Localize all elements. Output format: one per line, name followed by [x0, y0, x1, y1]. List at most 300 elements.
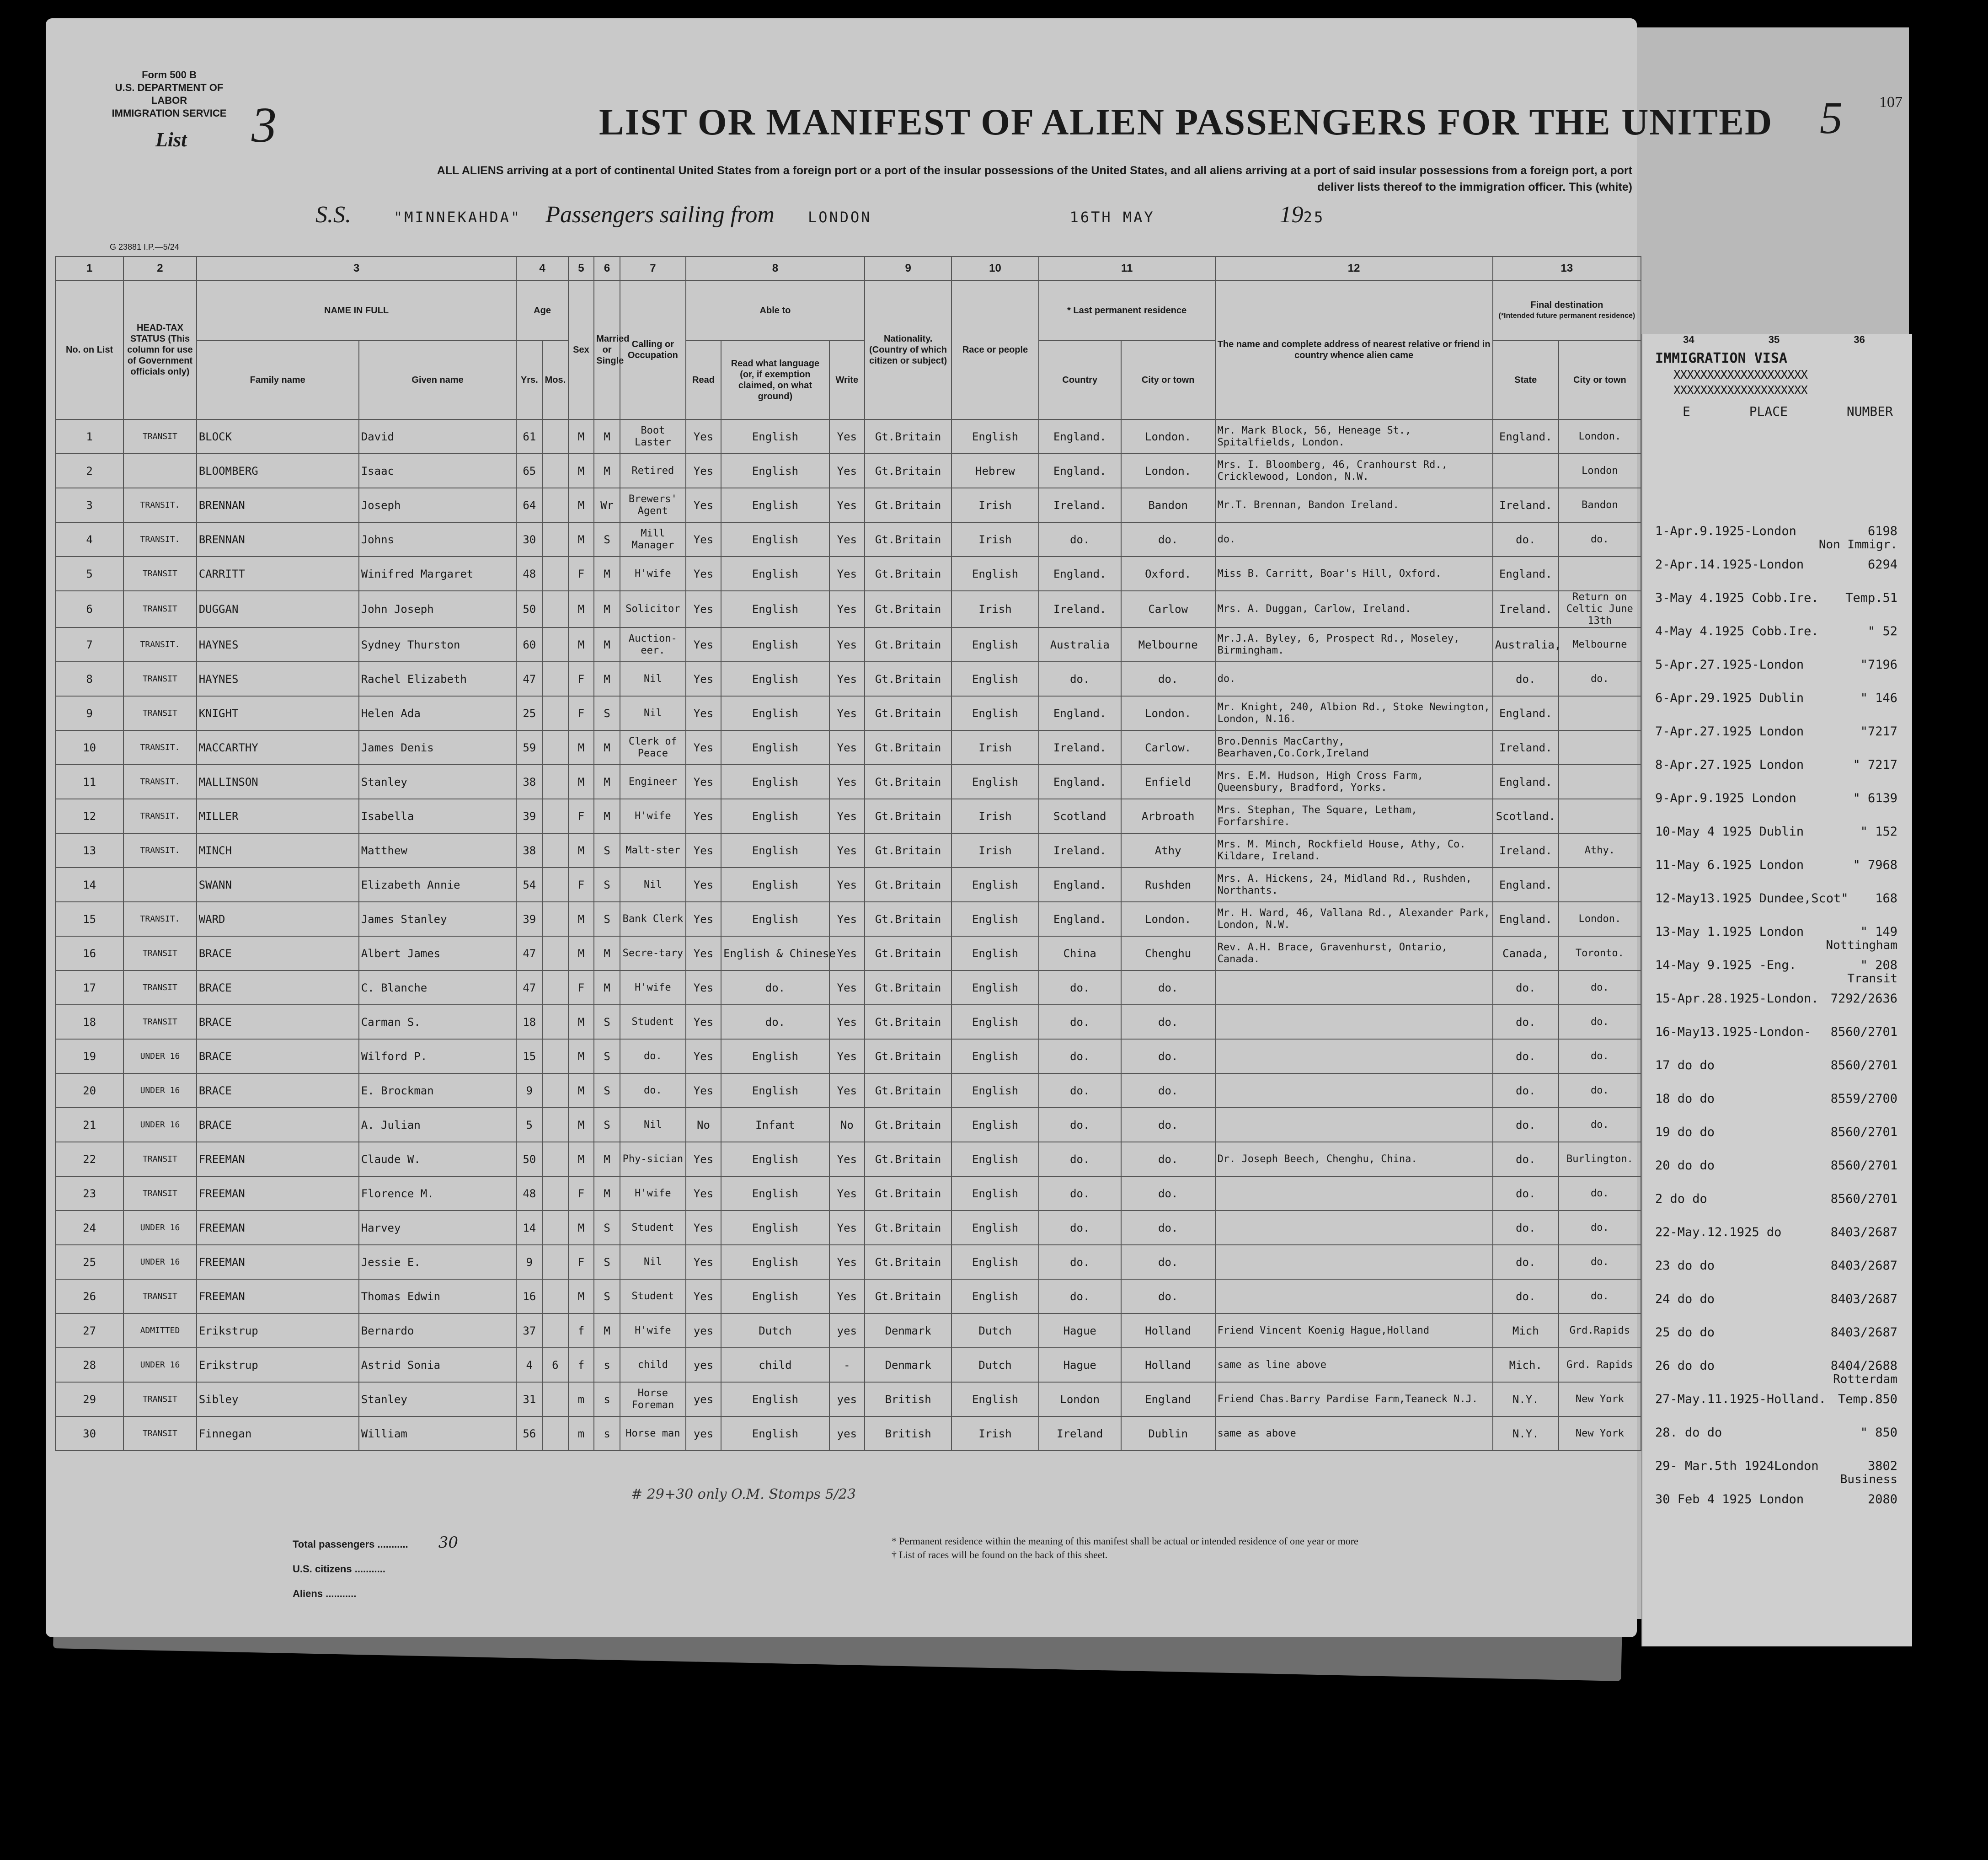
- nearest-relative: same as line above: [1215, 1348, 1493, 1382]
- age-months: [542, 1313, 568, 1348]
- sex: M: [568, 419, 594, 454]
- given-name: Wilford P.: [359, 1039, 517, 1073]
- destination-state: do.: [1493, 1108, 1559, 1142]
- sex: M: [568, 1108, 594, 1142]
- marital-status: s: [594, 1348, 620, 1382]
- family-name: BRENNAN: [197, 522, 359, 557]
- residence-country: London: [1039, 1382, 1121, 1416]
- read-language: English: [721, 591, 829, 627]
- nearest-relative: Mr. Knight, 240, Albion Rd., Stoke Newington, London, N.16.: [1215, 696, 1493, 730]
- passenger-number: 6: [55, 591, 123, 627]
- head-tax-status: TRANSIT.: [123, 522, 197, 557]
- residence-country: Hague: [1039, 1313, 1121, 1348]
- marital-status: S: [594, 1279, 620, 1313]
- sex: F: [568, 696, 594, 730]
- head-tax-status: [123, 868, 197, 902]
- can-write: Yes: [829, 557, 865, 591]
- age-months: [542, 765, 568, 799]
- header-mos: Mos.: [542, 341, 568, 419]
- header-family-name: Family name: [197, 341, 359, 419]
- occupation: H'wife: [620, 1176, 686, 1211]
- age-years: 47: [516, 936, 542, 970]
- visa-date-place: 30 Feb 4 1925 London: [1655, 1492, 1804, 1506]
- read-language: English: [721, 557, 829, 591]
- head-tax-status: [123, 454, 197, 488]
- head-tax-status: UNDER 16: [123, 1108, 197, 1142]
- nearest-relative: Mrs. A. Duggan, Carlow, Ireland.: [1215, 591, 1493, 627]
- visa-number: " 6139: [1853, 791, 1897, 805]
- given-name: Matthew: [359, 833, 517, 868]
- passenger-number: 19: [55, 1039, 123, 1073]
- race: Dutch: [951, 1313, 1038, 1348]
- nearest-relative: Mr.J.A. Byley, 6, Prospect Rd., Moseley, Birmingham.: [1215, 627, 1493, 662]
- occupation: Auction-eer.: [620, 627, 686, 662]
- marital-status: M: [594, 799, 620, 833]
- header-city: City or town: [1121, 341, 1215, 419]
- age-years: 15: [516, 1039, 542, 1073]
- can-write: Yes: [829, 868, 865, 902]
- nearest-relative: Mrs. Stephan, The Square, Letham, Forfarshire.: [1215, 799, 1493, 833]
- can-read: Yes: [686, 730, 721, 765]
- passenger-row: [55, 833, 1641, 868]
- can-read: Yes: [686, 1142, 721, 1176]
- total-aliens-label: Aliens ...........: [293, 1588, 357, 1599]
- destination-city: do.: [1559, 1073, 1641, 1108]
- can-read: Yes: [686, 1039, 721, 1073]
- visa-date-place: 28. do do: [1655, 1426, 1722, 1440]
- residence-city: Dublin: [1121, 1416, 1215, 1451]
- residence-country: England.: [1039, 696, 1121, 730]
- marital-status: S: [594, 1245, 620, 1279]
- sex: f: [568, 1313, 594, 1348]
- can-write: Yes: [829, 1073, 865, 1108]
- race: English: [951, 970, 1038, 1005]
- destination-state: Mich: [1493, 1313, 1559, 1348]
- read-language: English: [721, 799, 829, 833]
- destination-state: England.: [1493, 696, 1559, 730]
- family-name: Erikstrup: [197, 1313, 359, 1348]
- nearest-relative: Mrs. I. Bloomberg, 46, Cranhourst Rd., Cricklewood, London, N.W.: [1215, 454, 1493, 488]
- can-read: Yes: [686, 1211, 721, 1245]
- nationality: Gt.Britain: [865, 419, 951, 454]
- race: English: [951, 1142, 1038, 1176]
- visa-col-35: 35: [1768, 334, 1780, 345]
- given-name: Jessie E.: [359, 1245, 517, 1279]
- residence-country: Scotland: [1039, 799, 1121, 833]
- read-language: English & Chinese: [721, 936, 829, 970]
- nearest-relative: Mrs. E.M. Hudson, High Cross Farm, Queensbury, Bradford, Yorks.: [1215, 765, 1493, 799]
- head-tax-status: TRANSIT.: [123, 627, 197, 662]
- passenger-row: [55, 1108, 1641, 1142]
- form-identifier: [110, 69, 229, 120]
- age-months: [542, 730, 568, 765]
- passenger-number: 21: [55, 1108, 123, 1142]
- col-number: 10: [951, 257, 1038, 280]
- can-write: Yes: [829, 765, 865, 799]
- age-months: [542, 936, 568, 970]
- occupation: Malt-ster: [620, 833, 686, 868]
- head-tax-status: TRANSIT: [123, 936, 197, 970]
- head-tax-status: TRANSIT: [123, 1416, 197, 1451]
- age-months: [542, 1005, 568, 1039]
- age-years: 4: [516, 1348, 542, 1382]
- visa-col-34: 34: [1683, 334, 1694, 345]
- sex: M: [568, 488, 594, 522]
- sex: M: [568, 833, 594, 868]
- header-age: Age: [516, 280, 568, 341]
- visa-note: Nottingham: [1826, 938, 1897, 952]
- nationality: Gt.Britain: [865, 799, 951, 833]
- nearest-relative: Mrs. M. Minch, Rockfield House, Athy, Co. Kildare, Ireland.: [1215, 833, 1493, 868]
- visa-number: " 7217: [1853, 758, 1897, 772]
- visa-date-place: 2-Apr.14.1925-London: [1655, 557, 1804, 572]
- read-language: English: [721, 1176, 829, 1211]
- marital-status: S: [594, 868, 620, 902]
- marital-status: S: [594, 1211, 620, 1245]
- marital-status: M: [594, 970, 620, 1005]
- visa-number: 168: [1875, 891, 1897, 906]
- race: Dutch: [951, 1348, 1038, 1382]
- family-name: FREEMAN: [197, 1176, 359, 1211]
- ss-label: S.S.: [315, 202, 351, 228]
- head-tax-status: UNDER 16: [123, 1039, 197, 1073]
- residence-country: do.: [1039, 662, 1121, 696]
- visa-typed-x-marks: XXXXXXXXXXXXXXXXXXXX: [1673, 368, 1808, 382]
- age-years: 16: [516, 1279, 542, 1313]
- race: English: [951, 765, 1038, 799]
- sex: M: [568, 1211, 594, 1245]
- can-read: Yes: [686, 662, 721, 696]
- race: English: [951, 557, 1038, 591]
- head-tax-status: UNDER 16: [123, 1245, 197, 1279]
- occupation: Mill Manager: [620, 522, 686, 557]
- nearest-relative: [1215, 1211, 1493, 1245]
- family-name: BRACE: [197, 936, 359, 970]
- residence-city: do.: [1121, 1211, 1215, 1245]
- race: Irish: [951, 1416, 1038, 1451]
- passenger-number: 14: [55, 868, 123, 902]
- manifest-table: [55, 256, 1641, 1451]
- nearest-relative: Miss B. Carritt, Boar's Hill, Oxford.: [1215, 557, 1493, 591]
- passenger-row: [55, 419, 1641, 454]
- family-name: Erikstrup: [197, 1348, 359, 1382]
- nearest-relative: [1215, 1176, 1493, 1211]
- passenger-number: 28: [55, 1348, 123, 1382]
- occupation: do.: [620, 1039, 686, 1073]
- head-tax-status: TRANSIT: [123, 1279, 197, 1313]
- can-read: No: [686, 1108, 721, 1142]
- family-name: HAYNES: [197, 662, 359, 696]
- can-write: Yes: [829, 1039, 865, 1073]
- race: Hebrew: [951, 454, 1038, 488]
- can-write: Yes: [829, 488, 865, 522]
- residence-country: do.: [1039, 522, 1121, 557]
- age-years: 30: [516, 522, 542, 557]
- occupation: Bank Clerk: [620, 902, 686, 936]
- sex: M: [568, 902, 594, 936]
- residence-country: Ireland: [1039, 1416, 1121, 1451]
- read-language: English: [721, 1382, 829, 1416]
- destination-state: do.: [1493, 662, 1559, 696]
- passenger-row: [55, 1279, 1641, 1313]
- family-name: HAYNES: [197, 627, 359, 662]
- head-tax-status: TRANSIT: [123, 1005, 197, 1039]
- head-tax-status: TRANSIT.: [123, 833, 197, 868]
- destination-city: [1559, 765, 1641, 799]
- passenger-number: 9: [55, 696, 123, 730]
- ship-line: [315, 201, 1325, 228]
- can-read: Yes: [686, 902, 721, 936]
- can-read: Yes: [686, 591, 721, 627]
- service: IMMIGRATION SERVICE: [112, 107, 227, 119]
- header-nationality: Nationality. (Country of which citizen or subject): [865, 280, 951, 419]
- head-tax-status: TRANSIT: [123, 1176, 197, 1211]
- passenger-number: 23: [55, 1176, 123, 1211]
- occupation: child: [620, 1348, 686, 1382]
- residence-city: Bandon: [1121, 488, 1215, 522]
- head-tax-status: ADMITTED: [123, 1313, 197, 1348]
- age-years: 61: [516, 419, 542, 454]
- occupation: Student: [620, 1211, 686, 1245]
- visa-number: 8404/2688: [1830, 1359, 1897, 1373]
- family-name: BRACE: [197, 970, 359, 1005]
- residence-country: do.: [1039, 1176, 1121, 1211]
- head-tax-status: TRANSIT: [123, 591, 197, 627]
- head-tax-status: TRANSIT: [123, 970, 197, 1005]
- passenger-row: [55, 868, 1641, 902]
- race: English: [951, 1211, 1038, 1245]
- marital-status: s: [594, 1416, 620, 1451]
- col-number: 4: [516, 257, 568, 280]
- residence-country: England.: [1039, 454, 1121, 488]
- visa-typed-x-marks: XXXXXXXXXXXXXXXXXXXX: [1673, 384, 1808, 397]
- sex: M: [568, 1005, 594, 1039]
- nearest-relative: [1215, 1073, 1493, 1108]
- nationality: Gt.Britain: [865, 970, 951, 1005]
- visa-date-place: 9-Apr.9.1925 London: [1655, 791, 1796, 805]
- given-name: Sydney Thurston: [359, 627, 517, 662]
- marital-status: S: [594, 1108, 620, 1142]
- destination-city: Grd. Rapids: [1559, 1348, 1641, 1382]
- visa-number: " 152: [1860, 825, 1897, 839]
- destination-city: do.: [1559, 1211, 1641, 1245]
- col-number: 2: [123, 257, 197, 280]
- residence-city: Athy: [1121, 833, 1215, 868]
- can-read: Yes: [686, 419, 721, 454]
- nearest-relative: Dr. Joseph Beech, Chenghu, China.: [1215, 1142, 1493, 1176]
- can-read: Yes: [686, 868, 721, 902]
- sex: M: [568, 1073, 594, 1108]
- visa-number: 7292/2636: [1830, 992, 1897, 1006]
- age-months: [542, 833, 568, 868]
- head-tax-status: TRANSIT.: [123, 730, 197, 765]
- age-months: 6: [542, 1348, 568, 1382]
- header-given-name: Given name: [359, 341, 517, 419]
- visa-title: IMMIGRATION VISA: [1655, 350, 1787, 366]
- race: English: [951, 627, 1038, 662]
- nationality: Gt.Britain: [865, 1073, 951, 1108]
- race: Irish: [951, 799, 1038, 833]
- destination-city: do.: [1559, 1245, 1641, 1279]
- family-name: BLOOMBERG: [197, 454, 359, 488]
- header-write: Write: [829, 341, 865, 419]
- destination-state: N.Y.: [1493, 1416, 1559, 1451]
- race: English: [951, 662, 1038, 696]
- residence-country: Ireland.: [1039, 488, 1121, 522]
- race: English: [951, 1073, 1038, 1108]
- residence-city: do.: [1121, 1142, 1215, 1176]
- residence-country: do.: [1039, 1279, 1121, 1313]
- nearest-relative: Mr. H. Ward, 46, Vallana Rd., Alexander Park, London, N.W.: [1215, 902, 1493, 936]
- race: Irish: [951, 488, 1038, 522]
- passenger-number: 20: [55, 1073, 123, 1108]
- passenger-number: 29: [55, 1382, 123, 1416]
- given-name: Thomas Edwin: [359, 1279, 517, 1313]
- header-last-residence: * Last permanent residence: [1039, 280, 1215, 341]
- passenger-row: [55, 1211, 1641, 1245]
- age-years: 50: [516, 1142, 542, 1176]
- can-read: Yes: [686, 1245, 721, 1279]
- destination-state: Ireland.: [1493, 833, 1559, 868]
- race: English: [951, 1108, 1038, 1142]
- can-read: Yes: [686, 1073, 721, 1108]
- visa-date-place: 23 do do: [1655, 1259, 1715, 1273]
- marital-status: S: [594, 1005, 620, 1039]
- read-language: Dutch: [721, 1313, 829, 1348]
- destination-state: England.: [1493, 902, 1559, 936]
- visa-number: 8560/2701: [1830, 1025, 1897, 1039]
- residence-country: do.: [1039, 1142, 1121, 1176]
- destination-state: Canada,: [1493, 936, 1559, 970]
- head-tax-status: TRANSIT: [123, 1142, 197, 1176]
- can-read: Yes: [686, 1279, 721, 1313]
- nationality: Gt.Britain: [865, 868, 951, 902]
- passenger-number: 25: [55, 1245, 123, 1279]
- passenger-row: [55, 1073, 1641, 1108]
- occupation: Phy-sician: [620, 1142, 686, 1176]
- sex: f: [568, 1348, 594, 1382]
- header-married: Married or Single: [594, 280, 620, 419]
- marital-status: M: [594, 557, 620, 591]
- age-years: 48: [516, 1176, 542, 1211]
- can-read: Yes: [686, 833, 721, 868]
- can-write: -: [829, 1348, 865, 1382]
- passenger-row: [55, 1382, 1641, 1416]
- year-prefix: 19: [1279, 202, 1304, 228]
- passenger-row: [55, 1176, 1641, 1211]
- col-number: 8: [686, 257, 865, 280]
- marital-status: M: [594, 765, 620, 799]
- family-name: BRACE: [197, 1108, 359, 1142]
- marital-status: M: [594, 419, 620, 454]
- visa-date-place: 6-Apr.29.1925 Dublin: [1655, 691, 1804, 705]
- passenger-row: [55, 970, 1641, 1005]
- destination-city: do.: [1559, 970, 1641, 1005]
- can-read: Yes: [686, 799, 721, 833]
- destination-city: do.: [1559, 1039, 1641, 1073]
- residence-country: Ireland.: [1039, 730, 1121, 765]
- footnotes: [892, 1534, 1358, 1562]
- sex: M: [568, 765, 594, 799]
- residence-city: Oxford.: [1121, 557, 1215, 591]
- destination-city: New York: [1559, 1416, 1641, 1451]
- occupation: Nil: [620, 868, 686, 902]
- age-years: 18: [516, 1005, 542, 1039]
- visa-number: 8559/2700: [1830, 1092, 1897, 1106]
- can-write: Yes: [829, 1142, 865, 1176]
- race: English: [951, 902, 1038, 936]
- read-language: English: [721, 1416, 829, 1451]
- residence-country: Australia: [1039, 627, 1121, 662]
- visa-number: "7217: [1860, 724, 1897, 739]
- race: English: [951, 1279, 1038, 1313]
- occupation: H'wife: [620, 557, 686, 591]
- list-number: 3: [251, 97, 277, 153]
- destination-state: do.: [1493, 522, 1559, 557]
- instruction-line-2: deliver lists thereof to the immigration officer. This (white): [1317, 181, 1632, 193]
- family-name: FREEMAN: [197, 1142, 359, 1176]
- header-destination-city: City or town: [1559, 341, 1641, 419]
- passenger-number: 26: [55, 1279, 123, 1313]
- age-months: [542, 970, 568, 1005]
- given-name: Helen Ada: [359, 696, 517, 730]
- passenger-number: 8: [55, 662, 123, 696]
- passenger-number: 27: [55, 1313, 123, 1348]
- destination-city: Bandon: [1559, 488, 1641, 522]
- race: English: [951, 1005, 1038, 1039]
- can-read: Yes: [686, 522, 721, 557]
- age-months: [542, 696, 568, 730]
- passenger-row: [55, 936, 1641, 970]
- header-able-to: Able to: [686, 280, 865, 341]
- can-read: Yes: [686, 765, 721, 799]
- passenger-number: 12: [55, 799, 123, 833]
- destination-state: Ireland.: [1493, 591, 1559, 627]
- visa-date-place: 11-May 6.1925 London: [1655, 858, 1804, 872]
- nearest-relative: [1215, 1245, 1493, 1279]
- family-name: Finnegan: [197, 1416, 359, 1451]
- destination-city: [1559, 799, 1641, 833]
- residence-country: England.: [1039, 557, 1121, 591]
- destination-city: do.: [1559, 1108, 1641, 1142]
- footnote-residence: * Permanent residence within the meaning of this manifest shall be actual or intended residence of one year or more: [892, 1535, 1358, 1547]
- final-destination-note: (*Intended future permanent residence): [1498, 312, 1635, 320]
- read-language: child: [721, 1348, 829, 1382]
- sex: M: [568, 522, 594, 557]
- head-tax-status: UNDER 16: [123, 1348, 197, 1382]
- residence-city: Rushden: [1121, 868, 1215, 902]
- sex: M: [568, 936, 594, 970]
- residence-city: Holland: [1121, 1313, 1215, 1348]
- page-title: LIST OR MANIFEST OF ALIEN PASSENGERS FOR THE UNITED: [599, 101, 1773, 143]
- nationality: Gt.Britain: [865, 522, 951, 557]
- residence-country: do.: [1039, 1039, 1121, 1073]
- visa-date-place: 13-May 1.1925 London: [1655, 925, 1804, 939]
- destination-state: do.: [1493, 1279, 1559, 1313]
- residence-country: do.: [1039, 1005, 1121, 1039]
- can-write: yes: [829, 1382, 865, 1416]
- destination-city: do.: [1559, 522, 1641, 557]
- visa-number: 2080: [1867, 1492, 1897, 1506]
- visa-number: 8403/2687: [1830, 1325, 1897, 1340]
- occupation: Horse Foreman: [620, 1382, 686, 1416]
- occupation: Boot Laster: [620, 419, 686, 454]
- given-name: C. Blanche: [359, 970, 517, 1005]
- nationality: Gt.Britain: [865, 765, 951, 799]
- given-name: Elizabeth Annie: [359, 868, 517, 902]
- marital-status: S: [594, 1039, 620, 1073]
- visa-date-place: 5-Apr.27.1925-London: [1655, 658, 1804, 672]
